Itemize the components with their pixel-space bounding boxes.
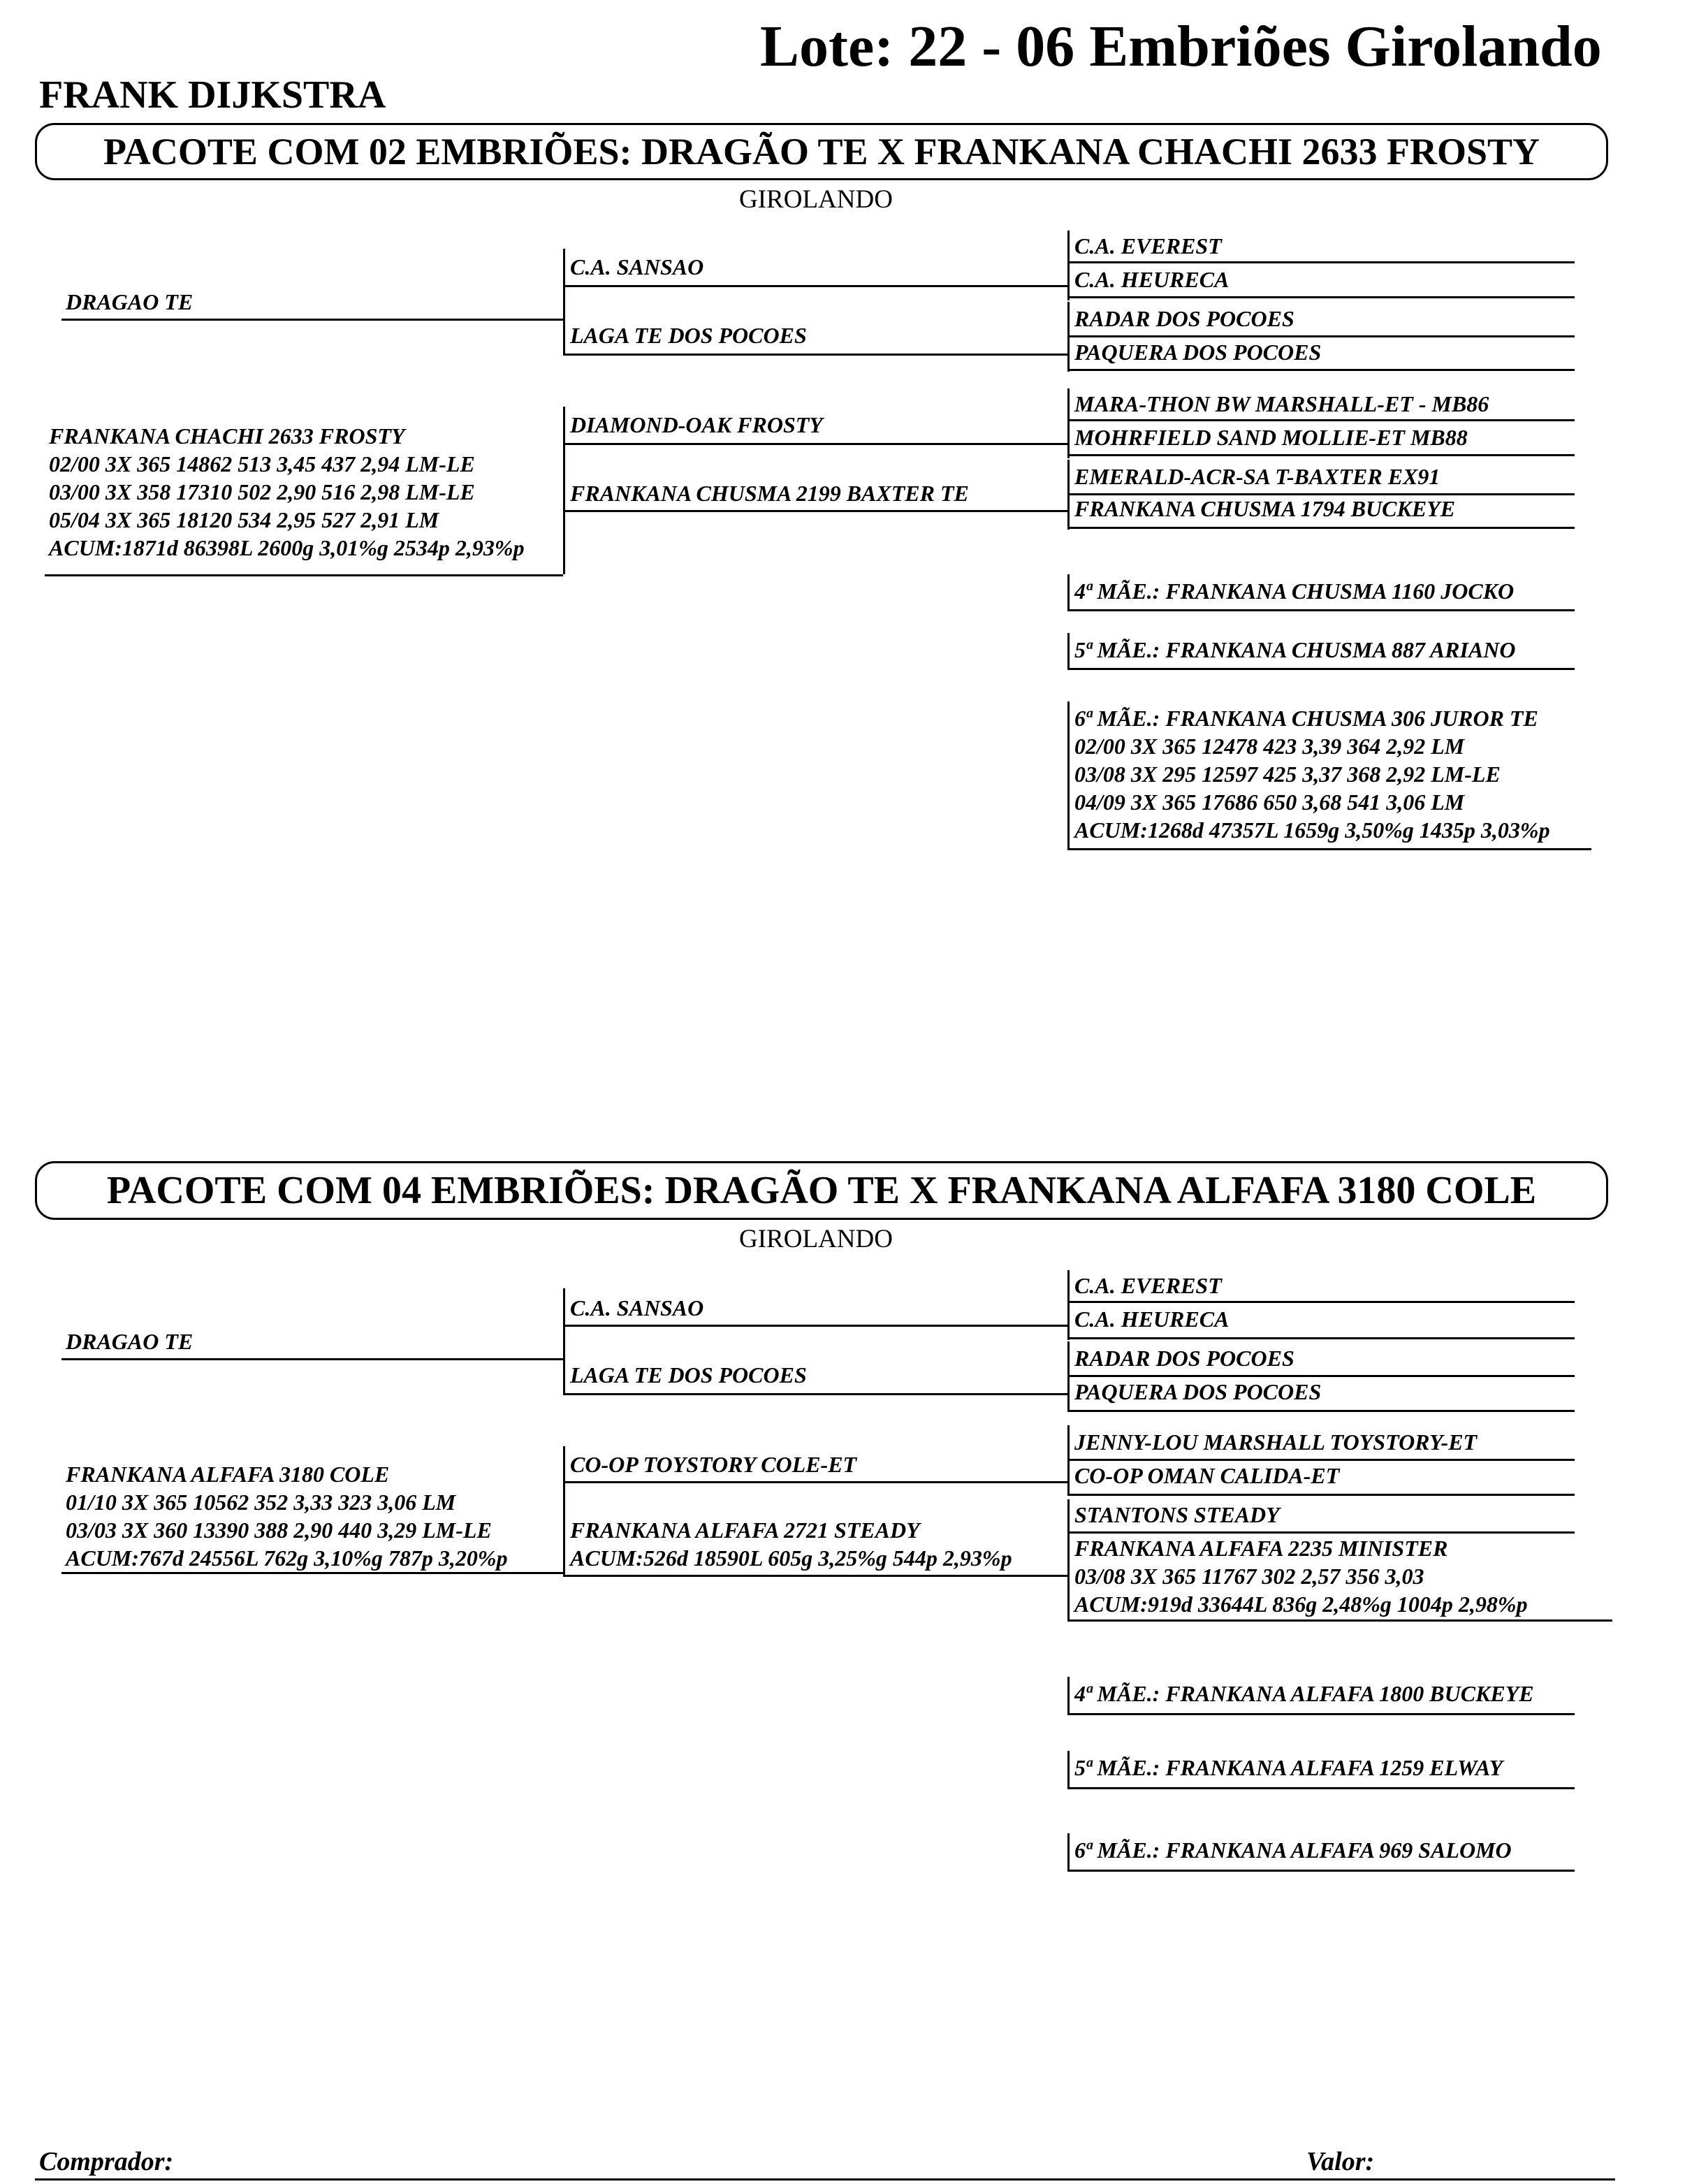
pedigree-line <box>1067 609 1575 611</box>
pedigree-line <box>563 1325 1067 1327</box>
pedigree-bracket <box>563 249 565 354</box>
pedigree-line <box>1067 1787 1575 1789</box>
pedigree-line <box>1067 1410 1575 1412</box>
pedigree-line <box>563 354 1067 356</box>
pedigree-line <box>61 1572 563 1574</box>
dam-sire-name: CO-OP TOYSTORY COLE-ET <box>570 1452 857 1477</box>
pedigree-line <box>563 1393 1067 1395</box>
sire-sire-name: C.A. SANSAO <box>570 1295 704 1320</box>
pedigree-bracket <box>1067 701 1070 850</box>
pedigree-line <box>61 1358 563 1360</box>
gen3-name: STANTONS STEADY <box>1074 1502 1280 1527</box>
gen3-name: C.A. EVEREST <box>1074 1273 1222 1298</box>
pedigree-bracket <box>563 1446 565 1575</box>
ancestor-name: 5ª MÃE.: FRANKANA CHUSMA 887 ARIANO <box>1074 637 1516 662</box>
dam-record: ACUM:767d 24556L 762g 3,10%g 787p 3,20%p <box>66 1545 508 1571</box>
pedigree-bracket <box>1067 1751 1070 1789</box>
package-title: PACOTE COM 04 EMBRIÕES: DRAGÃO TE X FRANKANA ALFAFA 3180 COLE <box>106 1169 1537 1212</box>
ancestor-name: 6ª MÃE.: FRANKANA ALFAFA 969 SALOMO <box>1074 1837 1512 1863</box>
pedigree-bracket <box>1067 231 1070 300</box>
pedigree-line <box>1067 1375 1575 1377</box>
sire-name: DRAGAO TE <box>66 1329 194 1354</box>
pedigree-bracket <box>563 407 565 574</box>
gen3-name: RADAR DOS POCOES <box>1074 1346 1294 1371</box>
pedigree-line <box>45 574 563 576</box>
pedigree-line <box>1067 1531 1575 1534</box>
gen3-name: JENNY-LOU MARSHALL TOYSTORY-ET <box>1074 1429 1478 1455</box>
dam-record: 02/00 3X 365 14862 513 3,45 437 2,94 LM-LE <box>49 451 475 476</box>
pedigree-line <box>1067 1337 1575 1339</box>
pedigree-bracket <box>1067 1677 1070 1715</box>
pedigree-bracket <box>1067 388 1070 458</box>
ancestor-record: 02/00 3X 365 12478 423 3,39 364 2,92 LM <box>1074 734 1465 759</box>
value-label: Valor: <box>1306 2147 1375 2176</box>
gen3-name: PAQUERA DOS POCOES <box>1074 1379 1322 1404</box>
pedigree-line <box>1067 369 1575 371</box>
pedigree-line <box>563 510 1067 512</box>
dam-record: 05/04 3X 365 18120 534 2,95 527 2,91 LM <box>49 507 439 532</box>
dam-sire-name: DIAMOND-OAK FROSTY <box>570 412 823 437</box>
pedigree-line <box>563 285 1067 287</box>
pedigree-line <box>61 319 563 321</box>
ancestor-name: 6ª MÃE.: FRANKANA CHUSMA 306 JUROR TE <box>1074 706 1538 731</box>
pedigree-bracket <box>1067 1270 1070 1340</box>
pedigree-line <box>1067 261 1575 263</box>
dam-name: FRANKANA CHACHI 2633 FROSTY <box>49 423 405 449</box>
pedigree-line <box>1067 296 1575 298</box>
gen3-record: ACUM:919d 33644L 836g 2,48%g 1004p 2,98%p <box>1074 1592 1528 1617</box>
gen3-name: PAQUERA DOS POCOES <box>1074 340 1322 365</box>
pedigree-line <box>1067 1494 1575 1496</box>
pedigree-line <box>1067 527 1575 529</box>
pedigree-line <box>1067 1619 1612 1622</box>
dam-name: FRANKANA ALFAFA 3180 COLE <box>66 1462 390 1487</box>
owner-name: FRANK DIJKSTRA <box>39 73 386 117</box>
pedigree-line <box>1067 1301 1575 1303</box>
buyer-label: Comprador: <box>39 2147 174 2176</box>
gen3-name: C.A. EVEREST <box>1074 233 1222 259</box>
package-title-box <box>35 1161 1608 1220</box>
pedigree-line <box>1067 335 1575 337</box>
pedigree-line <box>1067 419 1575 421</box>
gen3-name: EMERALD-ACR-SA T-BAXTER EX91 <box>1074 464 1440 489</box>
gen3-name: C.A. HEURECA <box>1074 1306 1230 1332</box>
ancestor-name: 4ª MÃE.: FRANKANA ALFAFA 1800 BUCKEYE <box>1074 1681 1534 1706</box>
pedigree-bracket <box>1067 1499 1070 1621</box>
pedigree-bracket <box>1067 574 1070 611</box>
pedigree-line <box>1067 848 1591 850</box>
gen3-name: MOHRFIELD SAND MOLLIE-ET MB88 <box>1074 425 1468 450</box>
dam-dam-record: ACUM:526d 18590L 605g 3,25%g 544p 2,93%p <box>570 1545 1012 1571</box>
pedigree-line <box>1067 454 1575 456</box>
signature-line <box>35 2178 1615 2181</box>
gen3-name: FRANKANA CHUSMA 1794 BUCKEYE <box>1074 496 1456 521</box>
dam-dam-name: FRANKANA ALFAFA 2721 STEADY <box>570 1517 920 1543</box>
ancestor-name: 4ª MÃE.: FRANKANA CHUSMA 1160 JOCKO <box>1074 578 1515 604</box>
gen3-name: C.A. HEURECA <box>1074 267 1230 292</box>
dam-record: 01/10 3X 365 10562 352 3,33 323 3,06 LM <box>66 1490 456 1515</box>
pedigree-bracket <box>1067 633 1070 669</box>
pedigree-line <box>563 443 1067 445</box>
breed-label: GIROLANDO <box>739 1225 893 1253</box>
ancestor-record: 04/09 3X 365 17686 650 3,68 541 3,06 LM <box>1074 789 1465 815</box>
dam-record: ACUM:1871d 86398L 2600g 3,01%g 2534p 2,93%p <box>49 535 525 560</box>
pedigree-bracket <box>1067 1833 1070 1871</box>
gen3-name: MARA-THON BW MARSHALL-ET - MB86 <box>1074 391 1489 416</box>
dam-dam-name: FRANKANA CHUSMA 2199 BAXTER TE <box>570 481 969 506</box>
package-title-box <box>35 123 1608 180</box>
pedigree-bracket <box>563 1288 565 1393</box>
gen3-name: RADAR DOS POCOES <box>1074 306 1294 331</box>
sire-sire-name: C.A. SANSAO <box>570 254 704 279</box>
dam-record: 03/03 3X 360 13390 388 2,90 440 3,29 LM-LE <box>66 1517 492 1543</box>
ancestor-record: ACUM:1268d 47357L 1659g 3,50%g 1435p 3,03%p <box>1074 817 1550 843</box>
gen3-name: FRANKANA ALFAFA 2235 MINISTER <box>1074 1536 1448 1561</box>
sire-name: DRAGAO TE <box>66 289 194 314</box>
pedigree-line <box>563 1575 1067 1577</box>
pedigree-line <box>1067 668 1575 670</box>
pedigree-line <box>563 1481 1067 1483</box>
package-title: PACOTE COM 02 EMBRIÕES: DRAGÃO TE X FRANKANA CHACHI 2633 FROSTY <box>103 131 1540 173</box>
gen3-record: 03/08 3X 365 11767 302 2,57 356 3,03 <box>1074 1564 1424 1589</box>
pedigree-line <box>1067 1713 1575 1715</box>
lot-title: Lote: 22 - 06 Embriões Girolando <box>760 14 1602 79</box>
sire-dam-name: LAGA TE DOS POCOES <box>570 323 807 348</box>
gen3-name: CO-OP OMAN CALIDA-ET <box>1074 1463 1340 1488</box>
dam-record: 03/00 3X 358 17310 502 2,90 516 2,98 LM-LE <box>49 479 475 504</box>
pedigree-line <box>1067 1459 1575 1461</box>
pedigree-line <box>1067 1870 1575 1872</box>
breed-label: GIROLANDO <box>739 185 893 214</box>
ancestor-record: 03/08 3X 295 12597 425 3,37 368 2,92 LM-LE <box>1074 762 1501 787</box>
sire-dam-name: LAGA TE DOS POCOES <box>570 1362 807 1388</box>
ancestor-name: 5ª MÃE.: FRANKANA ALFAFA 1259 ELWAY <box>1074 1755 1503 1780</box>
